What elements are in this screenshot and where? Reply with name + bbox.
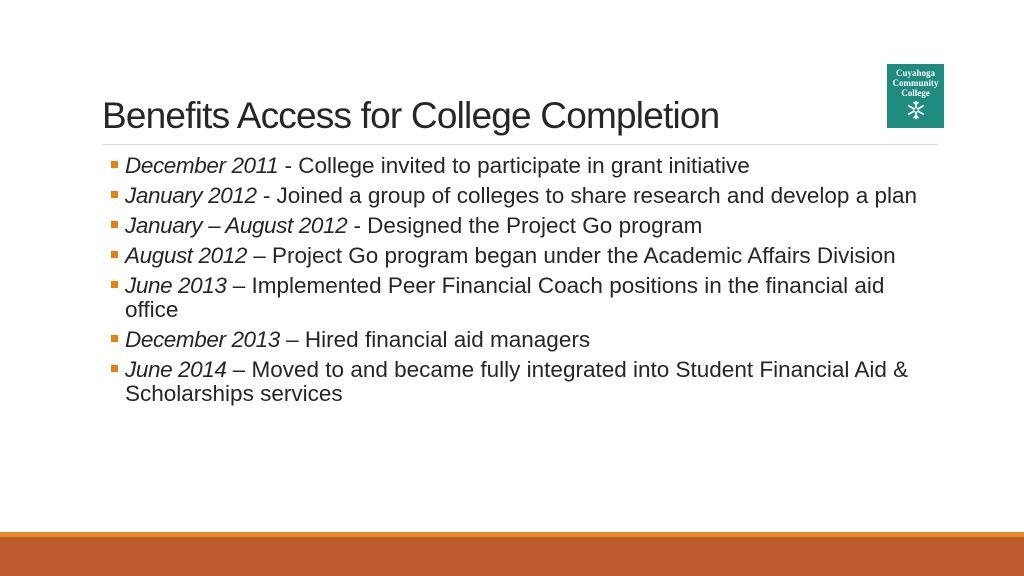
college-logo (887, 64, 944, 128)
bullet-marker (111, 335, 118, 342)
timeline-item-jun-2014 (111, 358, 941, 406)
timeline-text: – Project Go program began under the Academic Affairs Division (246, 243, 896, 268)
bullet-marker (111, 251, 118, 258)
timeline-date: December 2011 (125, 153, 279, 178)
timeline-item-jan-aug-2012 (111, 214, 941, 238)
logo-line-3: College (901, 88, 930, 98)
timeline-item-jan-2012 (111, 184, 941, 208)
bullet-marker (111, 221, 118, 228)
timeline-text: – Implemented Peer Financial Coach positions in the financial aid office (125, 273, 885, 322)
timeline-text: – Hired financial aid managers (279, 327, 591, 352)
bullet-marker (111, 161, 118, 168)
logo-line-1: Cuyahoga (895, 68, 935, 78)
timeline-text: - College invited to participate in grant initiative (278, 153, 750, 178)
timeline-item-dec-2013 (111, 328, 941, 352)
slide-title: Benefits Access for College Completion (102, 95, 720, 136)
timeline-item-dec-2011 (111, 154, 941, 178)
timeline-text: - Designed the Project Go program (347, 213, 703, 238)
bullet-marker (111, 281, 118, 288)
timeline-item-jun-2013 (111, 274, 941, 322)
timeline-date: June 2013 (125, 273, 227, 298)
bullet-marker (111, 191, 118, 198)
timeline-date: January – August 2012 (125, 213, 348, 238)
footer-bar (0, 537, 1024, 576)
title-divider (102, 144, 938, 145)
bullet-marker (111, 365, 118, 372)
timeline-item-aug-2012 (111, 244, 941, 268)
timeline-text: - Joined a group of colleges to share research and develop a plan (256, 183, 917, 208)
timeline-text: – Moved to and became fully integrated into Student Financial Aid & Scholarships services (125, 357, 909, 406)
timeline-list (111, 154, 941, 412)
timeline-date: January 2012 (125, 183, 257, 208)
logo-line-2: Community (892, 78, 939, 88)
timeline-date: June 2014 (125, 357, 227, 382)
snowflake-emblem-icon (906, 100, 926, 120)
timeline-date: August 2012 (125, 243, 247, 268)
timeline-date: December 2013 (125, 327, 280, 352)
